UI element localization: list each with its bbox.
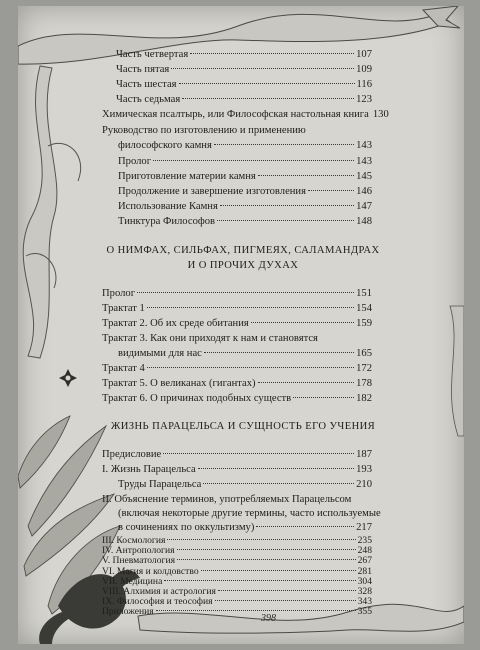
toc-entry-title: Приложения (102, 606, 154, 618)
toc-entry: Часть шестая 116 (116, 79, 372, 90)
toc-entry-page: 248 (357, 545, 372, 557)
toc-entry: Пролог 151 (102, 288, 372, 299)
toc-entry-page: 281 (357, 565, 372, 577)
toc-entry-first-line: Трактат 3. Как они приходят к нам и становятся (102, 333, 318, 344)
book-page (18, 6, 464, 644)
toc-entry: Приготовление материи камня 145 (118, 171, 372, 182)
toc-entry-page: 355 (357, 606, 372, 618)
toc-entry (102, 606, 372, 617)
page-number: 398 (261, 613, 276, 624)
toc-entry-title: IV. Антропология (102, 545, 175, 557)
toc-entry: Трактат 1 154 (102, 303, 372, 314)
dot-leader (177, 558, 356, 560)
table-of-contents (18, 6, 464, 644)
toc-entry-title: VIII. Алхимия и астрология (102, 586, 216, 597)
toc-entry: видимыми для нас 165 (118, 348, 372, 359)
toc-entry-page: 235 (357, 535, 372, 546)
toc-entry: Использование Камня 147 (118, 201, 372, 212)
toc-entry: Тинктура Философов 148 (118, 216, 372, 227)
toc-entry: Трактат 5. О великанах (гигантах) 178 (102, 378, 372, 389)
toc-entry: Трактат 6. О причинах подобных существ 182 (102, 393, 372, 404)
toc-entry-page: 343 (357, 596, 372, 608)
dot-leader (215, 599, 356, 601)
toc-entry: Часть четвертая 107 (116, 49, 372, 60)
toc-entry-title: V. Пневматология (102, 555, 175, 567)
toc-entry-first-line: II. Объяснение терминов, употребляемых Парацельсом (102, 494, 352, 505)
toc-entry-first-line: Руководство по изготовлению и применению (102, 125, 306, 136)
toc-entry-title: III. Космология (102, 535, 166, 546)
dot-leader (167, 538, 355, 540)
toc-entry-title: VII. Медицина (102, 575, 163, 587)
toc-entry: философского камня 143 (118, 140, 372, 151)
dot-leader (156, 609, 356, 611)
toc-entry: Часть седьмая 123 (116, 94, 372, 105)
toc-entry: Трактат 2. Об их среде обитания 159 (102, 318, 372, 329)
dot-leader (177, 548, 356, 550)
toc-entry: I. Жизнь Парацельса 193 (102, 464, 372, 475)
toc-entry: Пролог 143 (118, 156, 372, 167)
section-heading: О НИМФАХ, СИЛЬФАХ, ПИГМЕЯХ, САЛАМАНДРАХ (106, 245, 380, 256)
toc-entry-second-line: (включая некоторые другие термины, часто используемые (118, 508, 381, 519)
section-heading: И О ПРОЧИХ ДУХАХ (187, 260, 299, 271)
toc-entry: Продолжение и завершение изготовления 146 (118, 186, 372, 197)
toc-entry-page: 328 (357, 586, 372, 597)
toc-entry: Трактат 4 172 (102, 363, 372, 374)
dot-leader (201, 569, 356, 571)
toc-entry: в сочинениях по оккультизму) 217 (118, 522, 372, 533)
toc-entry-page: 267 (357, 555, 372, 567)
toc-entry-page: 304 (357, 575, 372, 587)
section-heading: ЖИЗНЬ ПАРАЦЕЛЬСА И СУЩНОСТЬ ЕГО УЧЕНИЯ (110, 421, 376, 432)
toc-entry-title: IX. Философия и теософия (102, 596, 213, 608)
dot-leader (164, 579, 355, 581)
toc-entry: Предисловие 187 (102, 449, 372, 460)
dot-leader (218, 589, 356, 591)
toc-entry: Химическая псалтырь, или Философская настольная книга 130 (102, 109, 389, 120)
toc-entry: Труды Парацельса 210 (118, 479, 372, 490)
toc-entry-title: VI. Магия и колдовство (102, 565, 199, 577)
toc-entry: Часть пятая 109 (116, 64, 372, 75)
